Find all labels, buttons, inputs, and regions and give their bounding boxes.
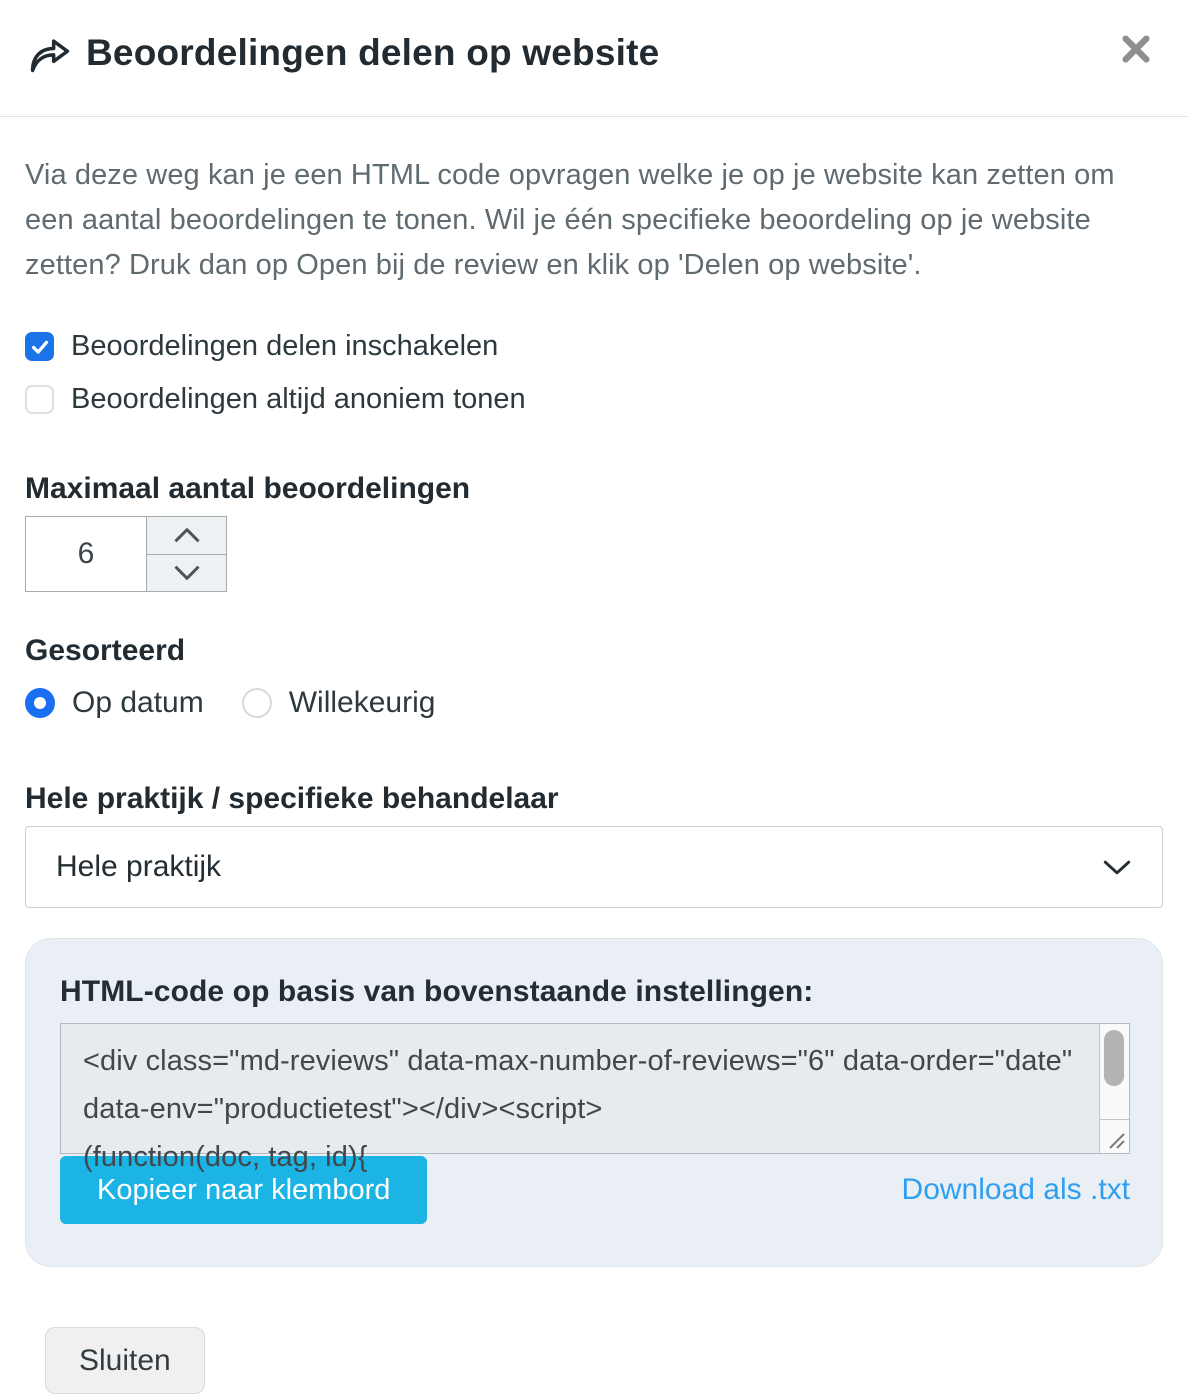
html-code-textarea[interactable] <box>60 1023 1130 1173</box>
chevron-up-icon <box>172 527 202 544</box>
radio-op-datum-label: Op datum <box>72 686 204 719</box>
scrollbar-thumb[interactable] <box>1104 1030 1124 1086</box>
select-chevron-down-icon <box>1102 859 1132 876</box>
max-reviews-stepper <box>25 516 227 592</box>
anonymous-checkbox[interactable] <box>25 385 54 414</box>
sort-label: Gesorteerd <box>25 634 186 667</box>
download-txt-link[interactable]: Download als .txt <box>901 1173 1130 1206</box>
radio-group-willekeurig <box>242 686 436 720</box>
practitioner-label: Hele praktijk / specifieke behandelaar <box>25 782 559 815</box>
code-panel-heading: HTML-code op basis van bovenstaande instellingen: <box>60 975 814 1008</box>
radio-willekeurig[interactable] <box>242 688 272 718</box>
enable-sharing-label: Beoordelingen delen inschakelen <box>71 330 499 362</box>
modal-header <box>0 0 1188 117</box>
anonymous-label: Beoordelingen altijd anoniem tonen <box>71 383 526 415</box>
sluiten-button[interactable]: Sluiten <box>45 1327 205 1394</box>
stepper-down-button[interactable] <box>147 555 226 592</box>
resize-grip-icon <box>1104 1128 1126 1150</box>
code-line: data-env="productietest"></div><script> <box>83 1093 603 1125</box>
chevron-down-icon <box>172 564 202 581</box>
enable-sharing-checkbox[interactable] <box>25 332 54 361</box>
practitioner-select[interactable] <box>25 826 1163 908</box>
html-code-panel <box>25 938 1163 1267</box>
close-icon[interactable] <box>1114 27 1158 71</box>
anonymous-row <box>25 383 1163 416</box>
checkmark-icon <box>29 336 51 358</box>
code-line: (function(doc, tag, id){ <box>83 1141 368 1173</box>
textarea-resize-handle[interactable] <box>1099 1119 1129 1153</box>
share-forward-icon <box>28 32 72 76</box>
enable-sharing-row <box>25 330 1163 363</box>
radio-willekeurig-label: Willekeurig <box>288 686 436 719</box>
modal-title: Beoordelingen delen op website <box>86 32 660 73</box>
radio-op-datum[interactable] <box>25 688 55 718</box>
stepper-buttons <box>146 517 226 591</box>
modal-body <box>0 153 1188 1394</box>
stepper-up-button[interactable] <box>147 517 226 555</box>
intro-text: Via deze weg kan je een HTML code opvragen welke je op je website kan zetten om een aantal beoordelingen te tonen. Wil je één specifieke beoordeling op je website zetten? Druk dan op Open bij de review en klik op 'Delen op website'. <box>25 159 1115 281</box>
practitioner-selected-value: Hele praktijk <box>56 850 222 883</box>
max-reviews-input[interactable] <box>26 517 146 591</box>
textarea-scrollbar[interactable] <box>1099 1024 1129 1120</box>
sort-options <box>25 686 1163 720</box>
code-line: <div class="md-reviews" data-max-number-of-reviews="6" data-order="date" <box>83 1045 1073 1077</box>
copy-to-clipboard-button[interactable]: Kopieer naar klembord <box>60 1156 427 1224</box>
max-reviews-label: Maximaal aantal beoordelingen <box>25 472 471 505</box>
html-code-content <box>61 1024 1129 1181</box>
